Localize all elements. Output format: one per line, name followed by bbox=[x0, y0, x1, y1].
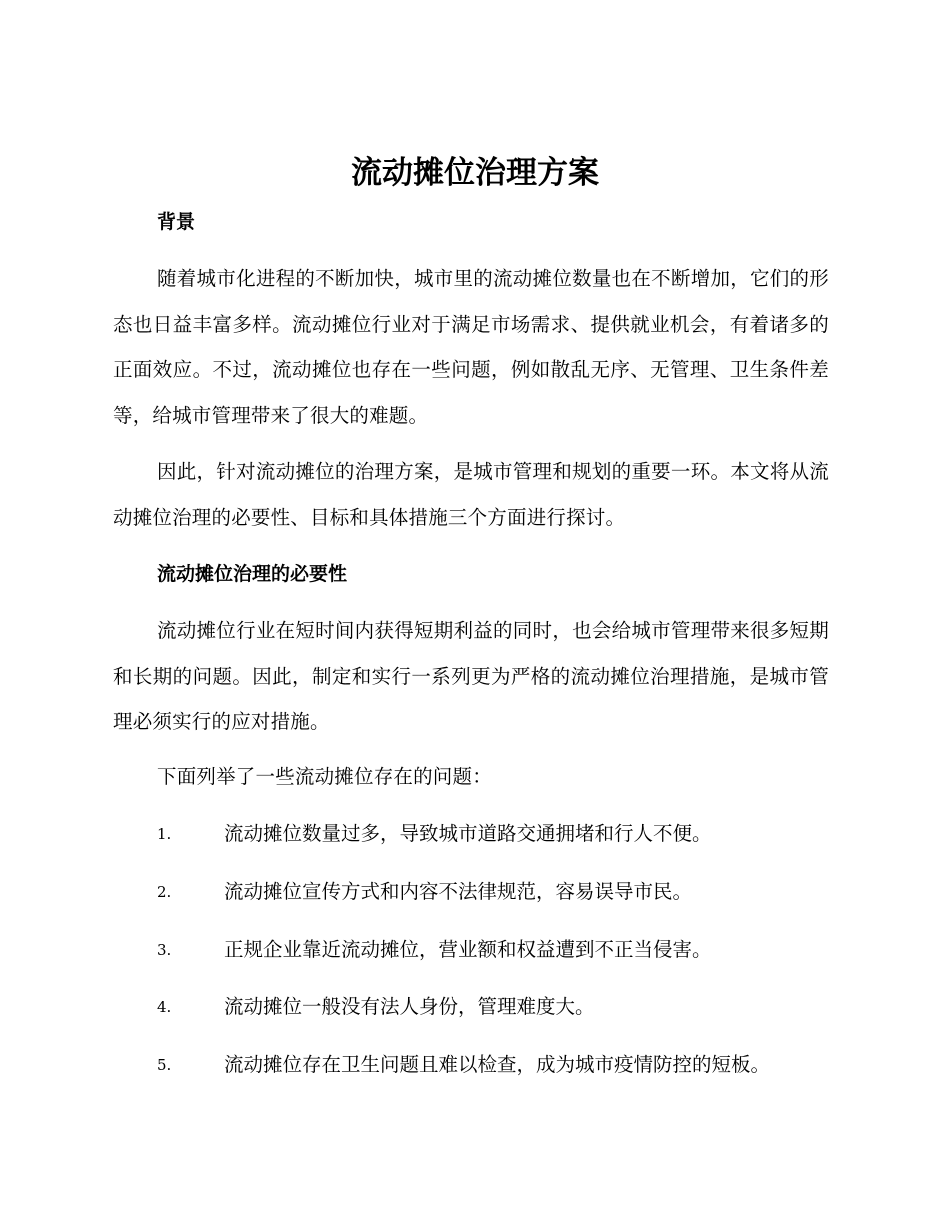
list-item-number: 1. bbox=[157, 825, 172, 843]
list-item-number: 2. bbox=[157, 883, 172, 901]
paragraph: 流动摊位行业在短时间内获得短期利益的同时，也会给城市管理带来很多短期和长期的问题。因此，制定和实行一系列更为严格的流动摊位治理措施，是城市管理必须实行的应对措施。 bbox=[113, 619, 829, 733]
paragraph: 因此，针对流动摊位的治理方案，是城市管理和规划的重要一环。本文将从流动摊位治理的必要性、目标和具体措施三个方面进行探讨。 bbox=[113, 460, 829, 529]
list-item-text: 流动摊位一般没有法人身份，管理难度大。 bbox=[224, 995, 595, 1018]
section-heading-necessity: 流动摊位治理的必要性 bbox=[157, 563, 348, 585]
list-item-text: 正规企业靠近流动摊位，营业额和权益遭到不正当侵害。 bbox=[224, 938, 712, 961]
list-item bbox=[0, 987, 950, 1027]
list-item-text: 流动摊位数量过多，导致城市道路交通拥堵和行人不便。 bbox=[224, 822, 712, 845]
list-item-number: 3. bbox=[157, 941, 172, 959]
list-item bbox=[0, 930, 950, 970]
list-item-number: 5. bbox=[157, 1056, 172, 1074]
paragraph: 随着城市化进程的不断加快，城市里的流动摊位数量也在不断增加，它们的形态也日益丰富多样。流动摊位行业对于满足市场需求、提供就业机会，有着诸多的正面效应。不过，流动摊位也存在一些问题，例如散乱无序、无管理、卫生条件差等，给城市管理带来了很大的难题。 bbox=[113, 267, 829, 427]
list-item bbox=[0, 814, 950, 854]
list-item bbox=[0, 872, 950, 912]
paragraph: 下面列举了一些流动摊位存在的问题： bbox=[157, 765, 492, 788]
list-item-number: 4. bbox=[157, 998, 172, 1016]
section-heading-background: 背景 bbox=[157, 211, 196, 233]
list-item-text: 流动摊位宣传方式和内容不法律规范，容易误导市民。 bbox=[224, 880, 693, 903]
list-item-text: 流动摊位存在卫生问题且难以检查，成为城市疫情防控的短板。 bbox=[224, 1053, 771, 1076]
document-title: 流动摊位治理方案 bbox=[351, 155, 599, 191]
list-item bbox=[0, 1045, 950, 1085]
